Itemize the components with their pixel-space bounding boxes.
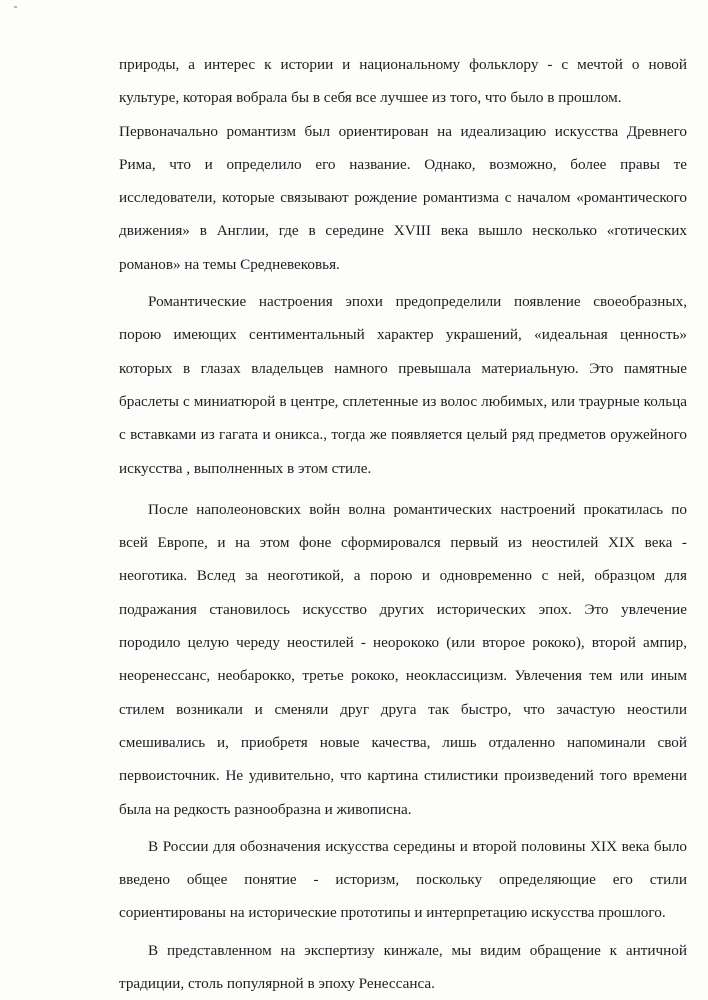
paragraph-neostyles: После наполеоновских войн волна романтических настроений прокатилась по всей Европе, и на этом фоне сформировался первый из неостилей XIX века - неоготика. Вслед за неоготикой, а порою и одновременно с ней, образцом для подражания становилось искусство других исторических эпох. Это увлечение породило целую череду неостилей - неорококо (или второе рококо), второй ампир, неоренессанс, необарокко, третье рококо, неоклассицизм. Увлечения тем или иным стилем возникали и сменяли друг друга так быстро, что зачастую неостили смешивались и, приобретя новые качества, лишь отдаленно напоминали свой первоисточник. Не удивительно, что картина стилистики произведений того времени была на редкость разнообразна и живописна. (119, 500, 687, 818)
paragraph-historicism: В России для обозначения искусства середины и второй половины XIX века было введено общее понятие - историзм, поскольку определяющие его стили сориентированы на исторические прототипы и интерпретацию искусства прошлого. (119, 837, 687, 922)
paragraph-romantic-jewelry: Романтические настроения эпохи предопределили появление своеобразных, порою имеющих сентиментальный характер украшений, «идеальная ценность» которых в глазах владельцев намного превышала материальную. Это памятные браслеты с миниатюрой в центре, сплетенные из волос любимых, или траурные кольца с вставками из гагата и оникса., тогда же появляется целый ряд предметов оружейного искусства , выполненных в этом стиле. (119, 293, 687, 477)
paragraph-continuation: природы, а интерес к истории и национальному фольклору - с мечтой о новой культуре, которая вобрала бы в себя все лучшее из того, что было в прошлом. (119, 56, 687, 107)
paragraph-dagger: В представленном на экспертизу кинжале, мы видим обращение к античной традиции, столь популярной в эпоху Ренессанса. (119, 941, 687, 993)
scan-mark (14, 6, 17, 8)
paragraph-romanticism-origin: Первоначально романтизм был ориентирован на идеализацию искусства Древнего Рима, что и определило его название. Однако, возможно, более правы те исследователи, которые связывают рождение романтизма с началом «романтического движения» в Англии, где в середине XVIII века вышло несколько «готических романов» на темы Средневековья. (119, 122, 687, 273)
body-text (119, 48, 687, 1000)
